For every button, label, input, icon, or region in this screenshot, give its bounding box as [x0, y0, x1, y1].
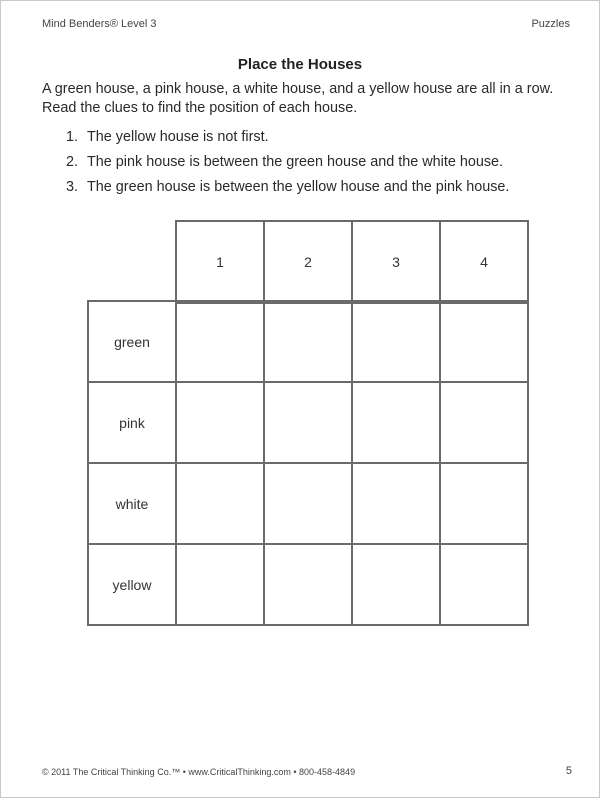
grid-cell[interactable]: [352, 463, 440, 544]
grid-column-header-row: [175, 220, 529, 304]
row-label-green: green: [88, 301, 176, 382]
grid-cell[interactable]: [352, 544, 440, 625]
grid-row-pink: [88, 382, 528, 463]
grid-cell[interactable]: [440, 544, 528, 625]
clue-item: [66, 153, 509, 178]
grid-cell[interactable]: [440, 382, 528, 463]
puzzle-intro: [42, 80, 572, 118]
puzzle-title: Place the Houses: [237, 56, 363, 73]
logic-grid: [87, 300, 529, 626]
grid-cell[interactable]: [176, 382, 264, 463]
grid-cell[interactable]: [440, 463, 528, 544]
book-title-header: Mind Benders® Level 3: [42, 18, 157, 30]
grid-row-yellow: [88, 544, 528, 625]
row-label-white: white: [88, 463, 176, 544]
grid-row-green: [88, 301, 528, 382]
column-header-1: 1: [176, 221, 264, 303]
grid-row-white: [88, 463, 528, 544]
grid-cell[interactable]: [352, 382, 440, 463]
clue-text: The green house is between the yellow house and the pink house.: [87, 179, 510, 195]
column-header-2: 2: [264, 221, 352, 303]
clue-number: 1.: [66, 129, 79, 145]
grid-cell[interactable]: [264, 301, 352, 382]
grid-cell[interactable]: [176, 301, 264, 382]
grid-cell[interactable]: [264, 463, 352, 544]
clue-number: 2.: [66, 154, 79, 170]
section-header: Puzzles: [531, 18, 570, 30]
clue-number: 3.: [66, 179, 79, 195]
grid-cell[interactable]: [352, 301, 440, 382]
column-header-3: 3: [352, 221, 440, 303]
intro-line-2: Read the clues to find the position of each house.: [42, 100, 358, 116]
grid-cell[interactable]: [176, 544, 264, 625]
row-label-yellow: yellow: [88, 544, 176, 625]
column-header-4: 4: [440, 221, 528, 303]
clue-item: [66, 128, 509, 153]
page-number: 5: [565, 765, 572, 777]
grid-cell[interactable]: [264, 544, 352, 625]
grid-cell[interactable]: [440, 301, 528, 382]
clue-text: The pink house is between the green house and the white house.: [87, 154, 504, 170]
copyright-footer: © 2011 The Critical Thinking Co.™ • www.CriticalThinking.com • 800-458-4849: [42, 767, 356, 777]
row-label-pink: pink: [88, 382, 176, 463]
grid-cell[interactable]: [264, 382, 352, 463]
clue-list: [66, 128, 509, 203]
clue-item: [66, 178, 509, 203]
clue-text: The yellow house is not first.: [87, 129, 269, 145]
grid-cell[interactable]: [176, 463, 264, 544]
intro-line-1: A green house, a pink house, a white house, and a yellow house are all in a row.: [42, 81, 554, 97]
